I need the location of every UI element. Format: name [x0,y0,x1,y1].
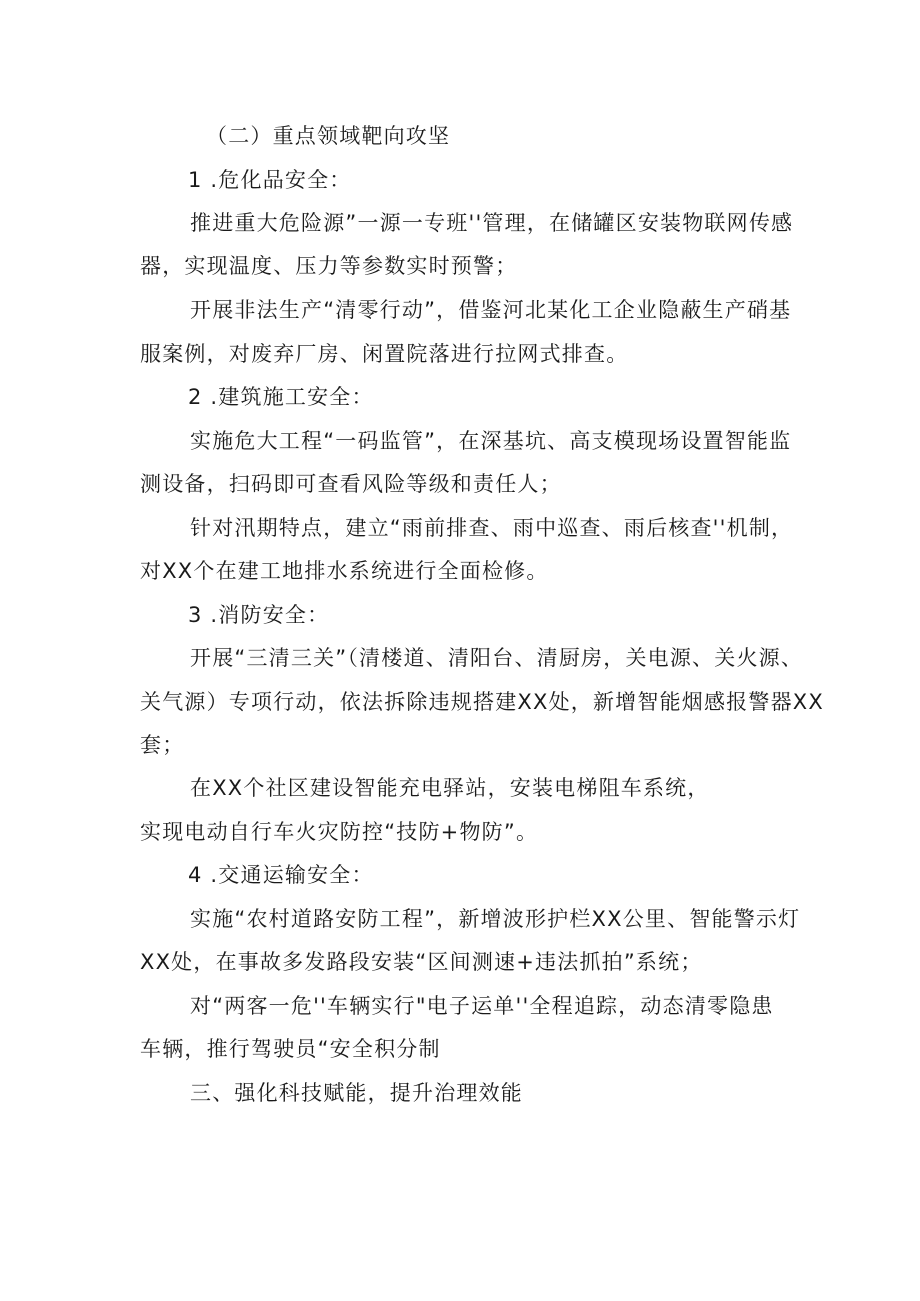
paragraph-line: 对“两客一危''车辆实行"电子运单''全程追踪，动态清零隐患 [190,994,774,1018]
paragraph-line: 实施危大工程“一码监管”，在深基坑、高支模现场设置智能监 [190,429,792,453]
paragraph-line: 对XX个在建工地排水系统进行全面检修。 [140,559,549,583]
paragraph-line: 服案例，对废弃厂房、闲置院落进行拉网式排查。 [140,342,629,366]
paragraph-line: 关气源）专项行动，依法拆除违规搭建XX处，新增智能烟感报警器XX [140,690,824,714]
paragraph-line: XX处，在事故多发路段安装“区间测速+违法抓拍”系统； [140,950,703,974]
item-heading-1: 1 .危化品安全： [188,168,352,192]
paragraph-line: 器，实现温度、压力等参数实时预警； [140,254,518,278]
paragraph-line: 针对汛期特点，建立“雨前排查、雨中巡查、雨后核查''机制， [190,516,794,540]
paragraph-line: 测设备，扫码即可查看风险等级和责任人； [140,472,562,496]
section-heading: （二）重点领域靶向攻坚 [206,124,451,148]
paragraph-line: 套； [140,733,185,757]
paragraph-line: 开展“三清三关”（清楼道、清阳台、清厨房，关电源、关火源、 [190,646,804,670]
paragraph-line: 车辆，推行驾驶员“安全积分制 [140,1037,441,1061]
paragraph-line: 实施“农村道路安防工程”，新增波形护栏XX公里、智能警示灯 [190,907,801,931]
item-heading-3: 3 .消防安全： [188,603,330,627]
next-section-heading: 三、强化科技赋能，提升治理效能 [190,1081,523,1105]
paragraph-line: 推进重大危险源”一源一专班''管理，在储罐区安装物联网传感 [190,211,794,235]
paragraph-line: 在XX个社区建设智能充电驿站，安装电梯阻车系统， [190,776,710,800]
paragraph-line: 开展非法生产“清零行动”，借鉴河北某化工企业隐蔽生产硝基 [190,298,792,322]
item-heading-4: 4 .交通运输安全： [188,863,374,887]
item-heading-2: 2 .建筑施工安全： [188,385,374,409]
paragraph-line: 实现电动自行车火灾防控“技防+物防”。 [140,820,539,844]
